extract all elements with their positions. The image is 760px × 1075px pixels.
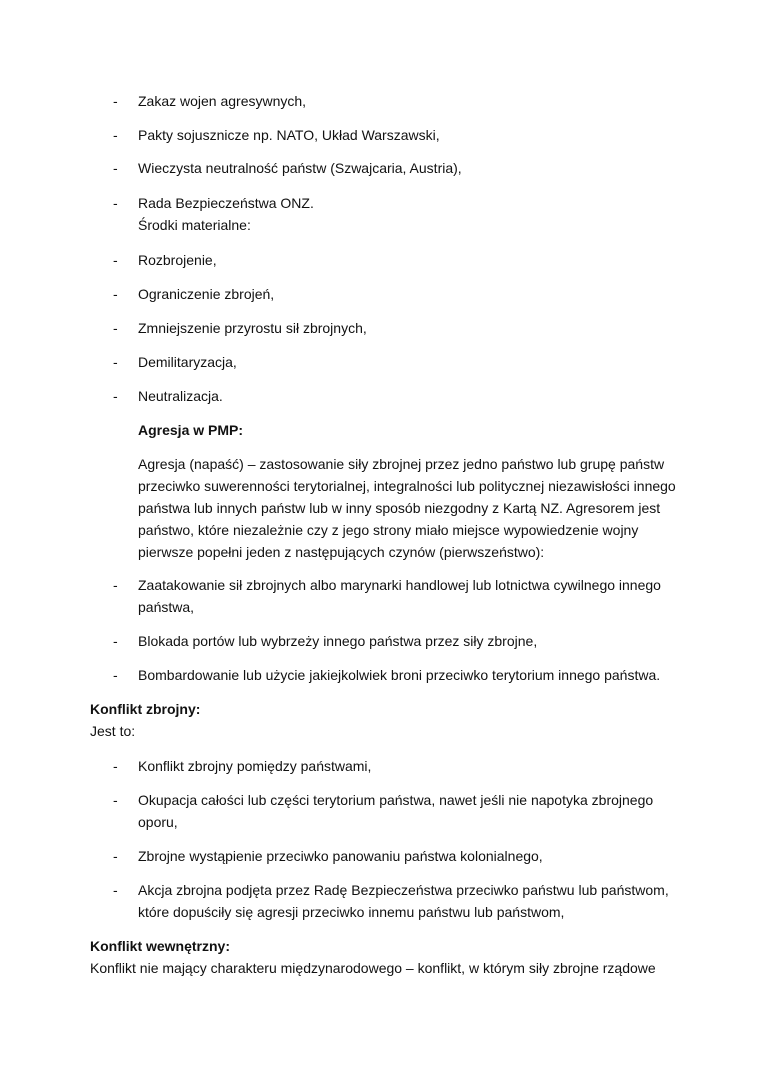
list-item xyxy=(113,664,713,686)
list-item xyxy=(113,157,713,179)
list-marker: - xyxy=(113,388,118,404)
aggression-paragraph xyxy=(138,453,728,563)
list-item-text: Zbrojne wystąpienie przeciwko panowaniu państwa kolonialnego, xyxy=(138,848,543,864)
list-marker: - xyxy=(113,633,118,649)
list-marker: - xyxy=(113,160,118,176)
list-marker: - xyxy=(113,848,118,864)
list-item-text: Konflikt zbrojny pomiędzy państwami, xyxy=(138,758,372,774)
list-item-text: Akcja zbrojna podjęta przez Radę Bezpieczeństwa przeciwko państwu lub państwom, xyxy=(138,882,669,898)
armed-conflict-intro: Jest to: xyxy=(90,723,136,739)
list-item-text: Zmniejszenie przyrostu sił zbrojnych, xyxy=(138,320,367,336)
internal-conflict-text: Konflikt nie mający charakteru międzynarodowego – konflikt, w którym siły zbrojne rządowe xyxy=(90,960,656,976)
list-item xyxy=(113,124,713,146)
paragraph-line: przeciwko suwerenności terytorialnej, integralności lub politycznej niezawisłości innego xyxy=(138,478,676,494)
internal-conflict-section xyxy=(90,935,730,979)
paragraph-line: pierwsze popełni jeden z następujących czynów (pierwszeństwo): xyxy=(138,544,545,560)
list-item xyxy=(113,249,713,271)
list-item xyxy=(113,90,713,112)
paragraph-line: państwo, które niezależnie czy z jego strony miało miejsce wypowiedzenie wojny xyxy=(138,522,639,538)
list-item-text: Blokada portów lub wybrzeży innego państwa przez siły zbrojne, xyxy=(138,633,538,649)
list-marker: - xyxy=(113,320,118,336)
list-item-text: Zaatakowanie sił zbrojnych albo marynarki handlowej lub lotnictwa cywilnego innego xyxy=(138,577,661,593)
list-marker: - xyxy=(113,354,118,370)
list-item-text: Rada Bezpieczeństwa ONZ. xyxy=(138,195,314,211)
armed-conflict-heading: Konflikt zbrojny: xyxy=(90,701,201,717)
list-item-text: Bombardowanie lub użycie jakiejkolwiek broni przeciwko terytorium innego państwa. xyxy=(138,667,661,683)
list-marker: - xyxy=(113,577,118,593)
list-item-text: które dopuściły się agresji przeciwko innemu państwu lub państwom, xyxy=(138,904,565,920)
list-item-text: Okupacja całości lub części terytorium państwa, nawet jeśli nie napotyka zbrojnego xyxy=(138,792,654,808)
list-item xyxy=(113,574,713,618)
list-item xyxy=(113,317,713,339)
list-marker: - xyxy=(113,127,118,143)
list-item xyxy=(113,879,713,923)
list-item xyxy=(113,630,713,652)
internal-conflict-heading: Konflikt wewnętrzny: xyxy=(90,938,231,954)
list-item-text: Zakaz wojen agresywnych, xyxy=(138,93,307,109)
list-marker: - xyxy=(113,252,118,268)
list-marker: - xyxy=(113,882,118,898)
list-marker: - xyxy=(113,758,118,774)
list-item-text: Pakty sojusznicze np. NATO, Układ Warszawski, xyxy=(138,127,440,143)
list-item xyxy=(113,351,713,373)
list-item xyxy=(113,789,713,833)
list-item xyxy=(113,385,713,407)
list-item xyxy=(113,192,713,236)
list-item-text: Wieczysta neutralność państw (Szwajcaria, Austria), xyxy=(138,160,462,176)
list-item-text: Ograniczenie zbrojeń, xyxy=(138,286,275,302)
list-marker: - xyxy=(113,195,118,211)
paragraph-line: państwa lub innych państw lub w inny sposób niezgodny z Kartą NZ. Agresorem jest xyxy=(138,500,661,516)
armed-conflict-section xyxy=(90,698,200,742)
aggression-heading: Agresja w PMP: xyxy=(138,422,244,438)
list-item-text: Neutralizacja. xyxy=(138,388,223,404)
list-marker: - xyxy=(113,286,118,302)
paragraph-line: Agresja (napaść) – zastosowanie siły zbrojnej przez jedno państwo lub grupę państw xyxy=(138,456,665,472)
list-item-text: Demilitaryzacja, xyxy=(138,354,237,370)
list-item xyxy=(113,755,713,777)
list-item-text: Rozbrojenie, xyxy=(138,252,217,268)
list-item-text: państwa, xyxy=(138,599,195,615)
list-item xyxy=(113,845,713,867)
list-item xyxy=(113,283,713,305)
list-marker: - xyxy=(113,93,118,109)
material-means-label: Środki materialne: xyxy=(138,217,251,233)
list-marker: - xyxy=(113,667,118,683)
list-marker: - xyxy=(113,792,118,808)
list-item-text: oporu, xyxy=(138,814,178,830)
